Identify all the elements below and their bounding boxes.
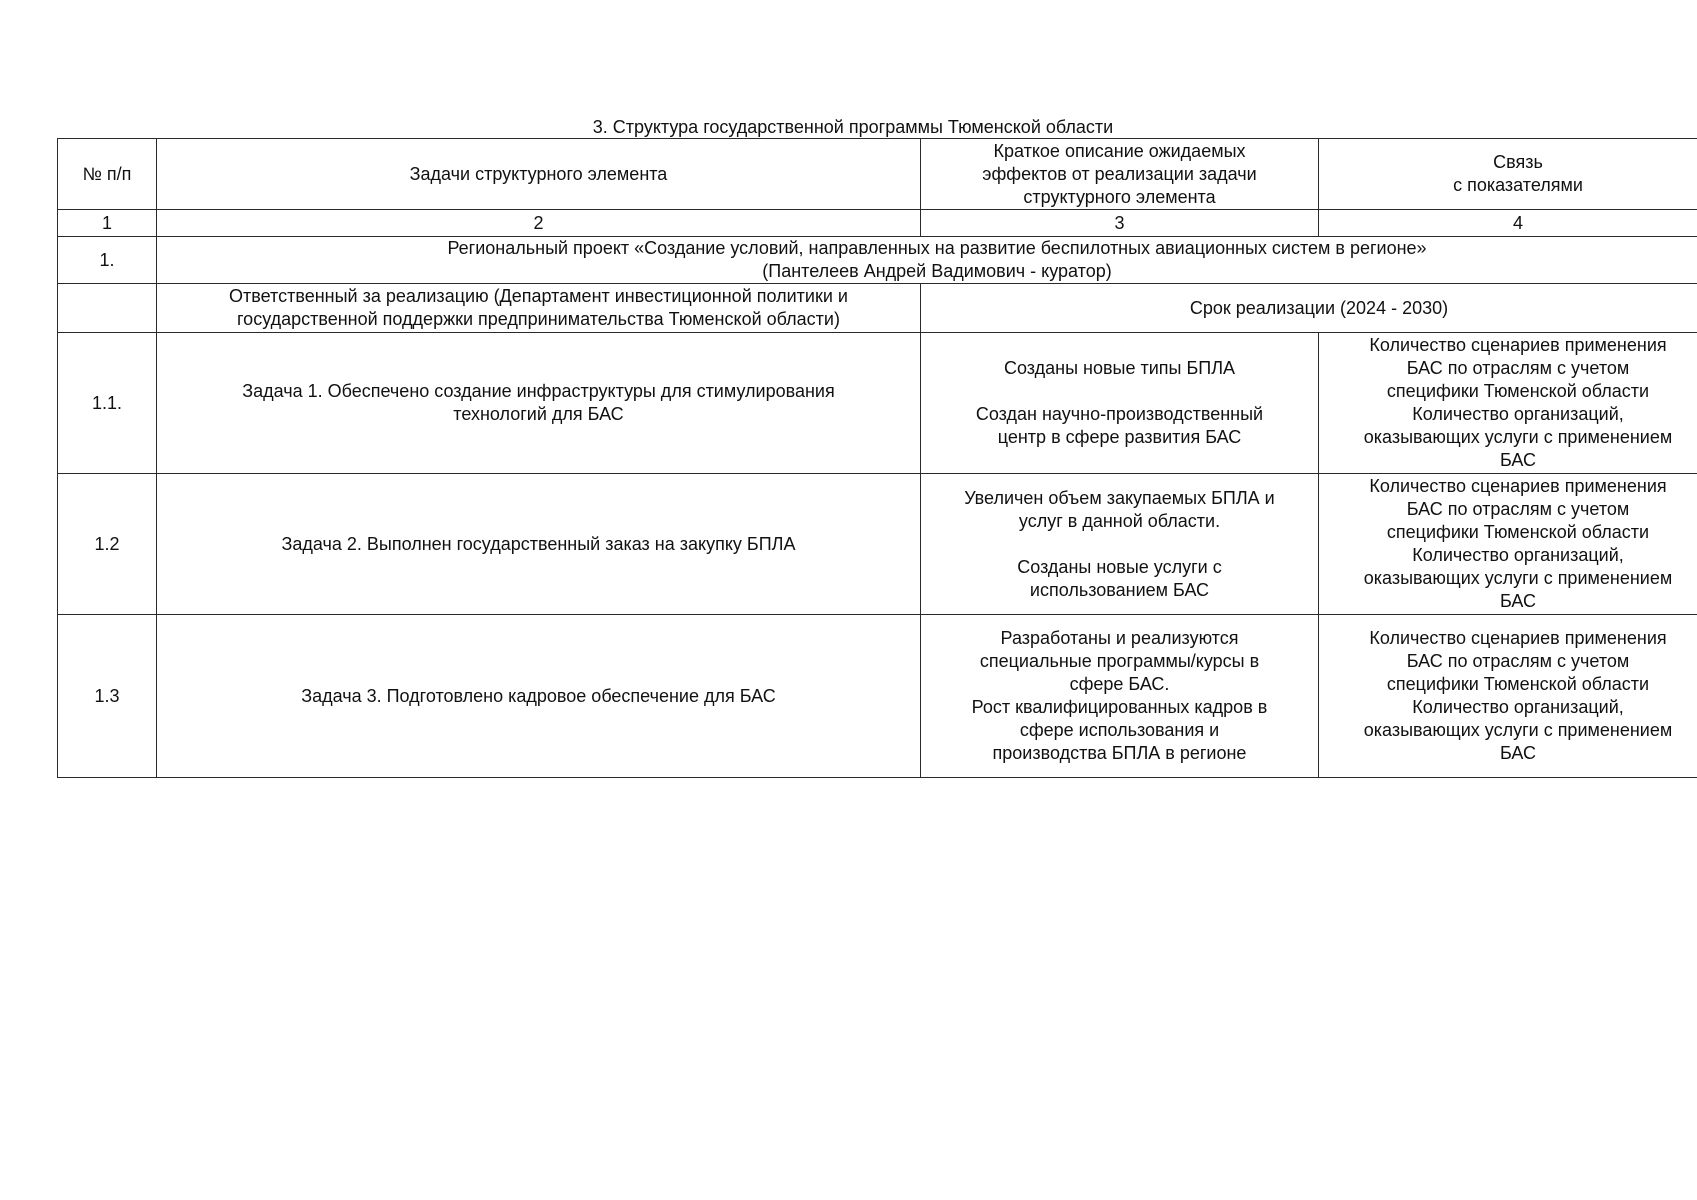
table-row xyxy=(58,615,1697,778)
task-num: 1.1. xyxy=(58,333,157,474)
column-numbers-row xyxy=(58,210,1697,237)
column-number: 3 xyxy=(921,210,1319,237)
column-number: 4 xyxy=(1319,210,1697,237)
program-structure-table xyxy=(57,138,1697,778)
header-indicators: Связь с показателями xyxy=(1319,139,1697,210)
responsible-num xyxy=(58,284,157,333)
project-title: Региональный проект «Создание условий, направленных на развитие беспилотных авиационных систем в регионе» (Пантелеев Андрей Вадимович - куратор) xyxy=(157,237,1697,284)
header-tasks: Задачи структурного элемента xyxy=(157,139,921,210)
header-description: Краткое описание ожидаемых эффектов от реализации задачи структурного элемента xyxy=(921,139,1319,210)
task-text: Задача 3. Подготовлено кадровое обеспечение для БАС xyxy=(157,615,921,778)
task-num: 1.3 xyxy=(58,615,157,778)
column-number: 2 xyxy=(157,210,921,237)
column-number: 1 xyxy=(58,210,157,237)
header-num: № п/п xyxy=(58,139,157,210)
implementation-period: Срок реализации (2024 - 2030) xyxy=(921,284,1697,333)
project-row xyxy=(58,237,1697,284)
table-row xyxy=(58,333,1697,474)
task-effects: Разработаны и реализуются специальные программы/курсы в сфере БАС. Рост квалифицированных кадров в сфере использования и производства БПЛА в регионе xyxy=(921,615,1319,778)
table-header-row xyxy=(58,139,1697,210)
task-indicators: Количество сценариев применения БАС по отраслям с учетом специфики Тюменской области Количество организаций, оказывающих услуги с применением БАС xyxy=(1319,615,1697,778)
task-effects: Созданы новые типы БПЛА Создан научно-производственный центр в сфере развития БАС xyxy=(921,333,1319,474)
task-text: Задача 1. Обеспечено создание инфраструктуры для стимулирования технологий для БАС xyxy=(157,333,921,474)
responsible-row xyxy=(58,284,1697,333)
task-num: 1.2 xyxy=(58,474,157,615)
project-num: 1. xyxy=(58,237,157,284)
task-text: Задача 2. Выполнен государственный заказ на закупку БПЛА xyxy=(157,474,921,615)
responsible-department: Ответственный за реализацию (Департамент инвестиционной политики и государственной поддержки предпринимательства Тюменской области) xyxy=(157,284,921,333)
task-indicators: Количество сценариев применения БАС по отраслям с учетом специфики Тюменской области Количество организаций, оказывающих услуги с применением БАС xyxy=(1319,474,1697,615)
table-row xyxy=(58,474,1697,615)
task-indicators: Количество сценариев применения БАС по отраслям с учетом специфики Тюменской области Количество организаций, оказывающих услуги с применением БАС xyxy=(1319,333,1697,474)
task-effects: Увеличен объем закупаемых БПЛА и услуг в данной области. Созданы новые услуги с использованием БАС xyxy=(921,474,1319,615)
page-title: 3. Структура государственной программы Тюменской области xyxy=(592,117,1114,137)
